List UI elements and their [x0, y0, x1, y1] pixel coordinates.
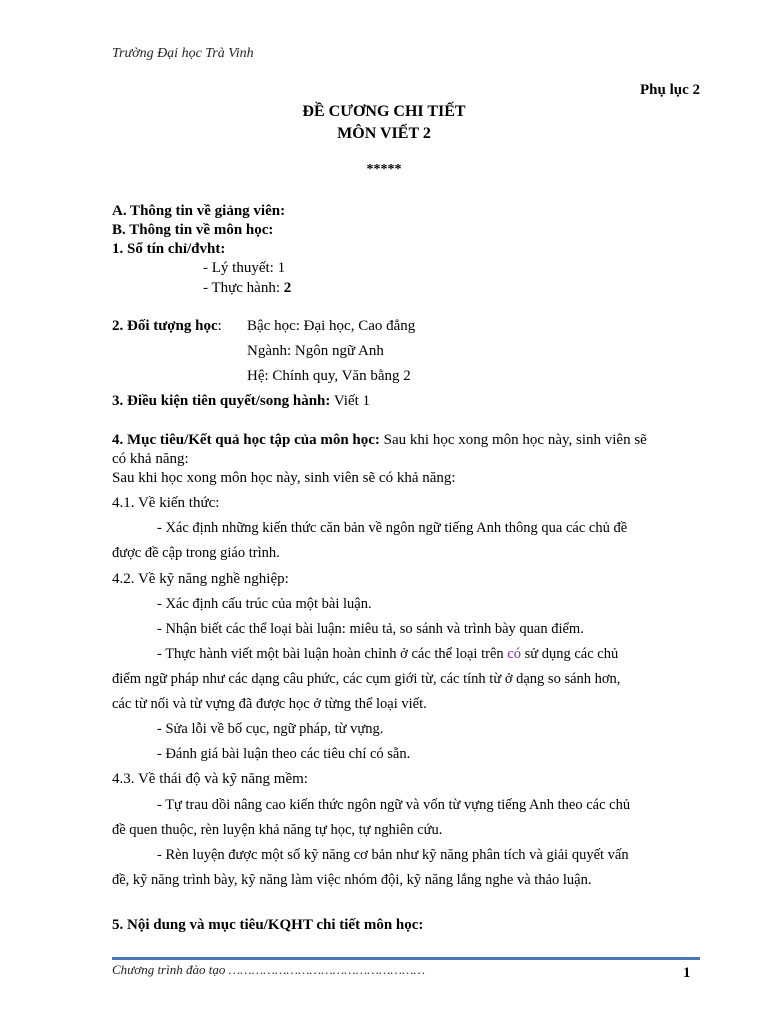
- audience-system: Hệ: Chính quy, Văn bằng 2: [247, 368, 411, 384]
- credits-practice: [203, 280, 291, 297]
- audience-major: Ngành: Ngôn ngữ Anh: [247, 343, 384, 359]
- credits-practice-value: 2: [283, 280, 292, 296]
- prereq-line: [112, 393, 370, 410]
- running-header: Trường Đại học Trà Vinh: [112, 46, 254, 61]
- knowledge-item-1: - Xác định những kiến thức căn bản về ngôn ngữ tiếng Anh thông qua các chủ đề: [157, 520, 628, 536]
- attitude-item-2: - Rèn luyện được một số kỹ năng cơ bản như kỹ năng phân tích và giải quyết vấn: [157, 847, 629, 863]
- section-b-heading: B. Thông tin về môn học:: [112, 222, 274, 238]
- attitude-heading: 4.3. Về thái độ và kỹ năng mềm:: [112, 771, 308, 787]
- footer-text: Chương trình đào tạo ……………………………………………: [112, 962, 426, 977]
- section-a-heading: A. Thông tin về giảng viên:: [112, 203, 286, 219]
- footer-rule: [112, 957, 700, 960]
- knowledge-item-1-cont: được đề cập trong giáo trình.: [112, 545, 280, 561]
- attitude-item-1: - Tự trau dồi nâng cao kiến thức ngôn ngữ và vốn từ vựng tiếng Anh theo các chủ: [157, 797, 631, 813]
- skills-heading: 4.2. Về kỹ năng nghề nghiệp:: [112, 571, 289, 587]
- objectives-heading-line: [112, 432, 647, 449]
- attitude-item-1-cont: đề quen thuộc, rèn luyện khả năng tự học, tự nghiên cứu.: [112, 822, 443, 838]
- objectives-heading: 4. Mục tiêu/Kết quả học tập của môn học:: [112, 432, 380, 448]
- section-5-heading: 5. Nội dung và mục tiêu/KQHT chi tiết môn học:: [112, 917, 424, 933]
- skill-item-3-text-end: sử dụng các chủ: [520, 646, 619, 662]
- attitude-item-2-cont: đề, kỹ năng trình bày, kỹ năng làm việc nhóm đội, kỹ năng lắng nghe và thảo luận.: [112, 872, 592, 888]
- credits-theory: - Lý thuyết: 1: [203, 260, 286, 276]
- audience-heading: 2. Đối tượng học: [112, 318, 218, 334]
- objectives-intro: Sau khi học xong môn học này, sinh viên sẽ có khả năng:: [112, 470, 456, 486]
- credits-heading: 1. Số tín chỉ/đvht:: [112, 241, 226, 257]
- document-title: ĐỀ CƯƠNG CHI TIẾT: [302, 103, 466, 120]
- skill-item-3-highlight: có: [507, 646, 521, 662]
- skill-item-5: - Đánh giá bài luận theo các tiêu chí có sẵn.: [157, 746, 411, 762]
- prereq-value: Viết 1: [333, 393, 371, 409]
- separator-stars: *****: [366, 162, 402, 177]
- document-subtitle: MÔN VIẾT 2: [337, 125, 431, 142]
- prereq-heading: 3. Điều kiện tiên quyết/song hành:: [112, 393, 331, 409]
- skill-item-3-cont2: các từ nối và từ vựng đã được học ở từng thể loại viết.: [112, 696, 427, 712]
- appendix-label: Phụ lục 2: [639, 82, 700, 98]
- audience-colon: :: [217, 318, 222, 334]
- skill-item-1: - Xác định cấu trúc của một bài luận.: [157, 596, 372, 612]
- skill-item-3: [157, 646, 618, 663]
- knowledge-heading: 4.1. Về kiến thức:: [112, 495, 220, 511]
- audience-heading-line: [112, 318, 222, 335]
- skill-item-4: - Sửa lỗi về bố cục, ngữ pháp, từ vựng.: [157, 721, 384, 737]
- skill-item-2: - Nhận biết các thể loại bài luận: miêu tả, so sánh và trình bày quan điểm.: [157, 621, 584, 637]
- skill-item-3-cont: điểm ngữ pháp như các dạng câu phức, các cụm giới từ, các tính từ ở dạng so sánh hơn,: [112, 671, 621, 687]
- audience-level: Bậc học: Đại học, Cao đẳng: [247, 318, 416, 334]
- page-number: 1: [683, 965, 691, 981]
- objectives-heading-cont: có khả năng:: [112, 451, 189, 467]
- objectives-heading-rest: Sau khi học xong môn học này, sinh viên sẽ: [379, 432, 647, 448]
- credits-practice-label: - Thực hành:: [203, 280, 284, 296]
- skill-item-3-text: - Thực hành viết một bài luận hoàn chỉnh ở các thể loại trên: [157, 646, 508, 662]
